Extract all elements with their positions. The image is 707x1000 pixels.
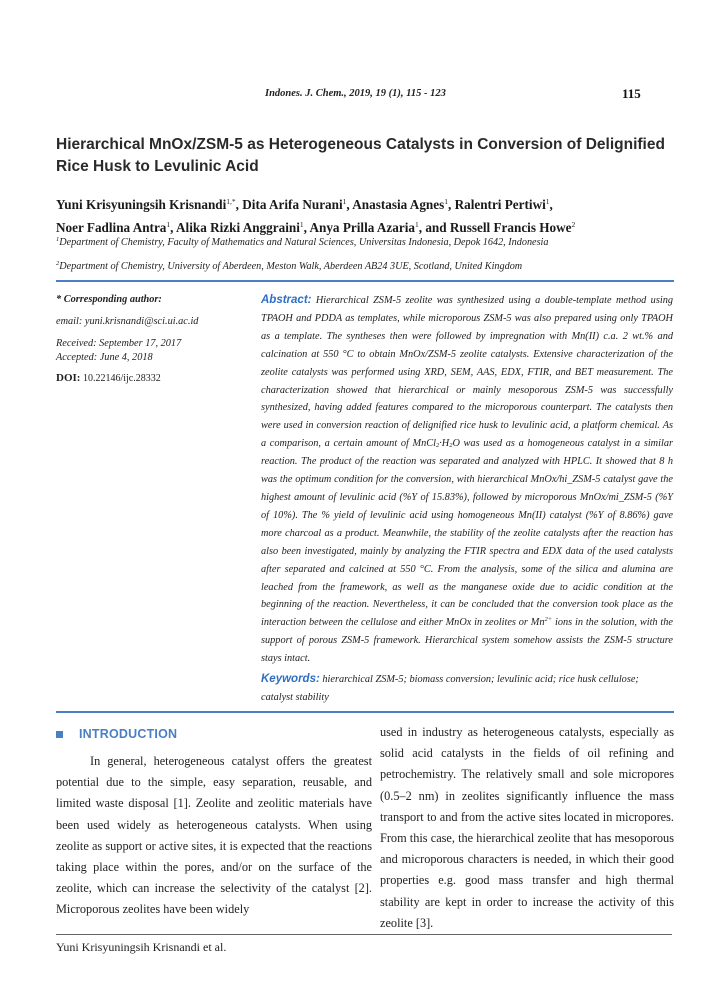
- author: Ralentri Pertiwi$^1$,: [454, 197, 553, 212]
- footer-divider: [56, 934, 672, 935]
- author: Russell Francis Howe$^2$: [449, 220, 576, 235]
- corresponding-email[interactable]: email: yuni.krisnandi@sci.ui.ac.id: [56, 316, 199, 327]
- author: Alika Rizki Anggraini$^1$,: [176, 220, 310, 235]
- abstract: Abstract: Hierarchical ZSM-5 zeolite was synthesized using a double-template method using TPAOH and PDDA as templates, while microporous ZSM-5 was also prepared using only TPAOH as a template. The syntheses then were followed by impregnation with Mn(II) c.a. 2 wt.% and calcination at 550 °C to obtain MnOx/ZSM-5 zeolite catalysts. Extensive characterization of the zeolite catalysts was performed using XRD, SEM, AAS, EDX, FTIR, and BET measurement. The characterization showed that hierarchical or mainly mesoporous ZSM-5 was successfully synthesized, having added features compared to the microporous counterpart. The catalysts then were used in conversion reaction of delignified rice husk to levulinic acid, a platform chemical. As a comparison, a certain amount of $MnCl_2\cdot H_2O$ was used as a homogeneous catalyst in a similar reaction. The product of the reaction was separated and analyzed with HPLC. It showed that 8 h was the optimum condition for the conversion, with hierarchical MnOx/hi_ZSM-5 catalyst gave the highest amount of levulinic acid (%Y of 15.83%), followed by microporous MnOx/mi_ZSM-5 (%Y of 10%). The % yield of levulinic acid using homogeneous Mn(II) catalyst (%Y of 8.86%) gave more charcoal as a product. Meanwhile, the stability of the zeolite catalysts after the reaction has also been investigated, mainly by analyzing the FTIR spectra and EDX data of the used catalysts after separated and calcined at 550 °C. From the analysis, some of the silica and alumina are leached from the framework, as well as the manganese oxide due to acidic condition at the beginning of the reaction. Nevertheless, it can be concluded that the conversion took place as the interaction between the cellulose and either MnOx in zeolites or $Mn^{2+}$ ions in the solution, with the support of porous ZSM-5 framework. Hierarchical system somehow assists the ZSM-5 structure stays intact.: [261, 294, 673, 665]
- middle-divider: [56, 711, 674, 713]
- square-bullet-icon: [56, 731, 63, 738]
- section-heading-introduction: INTRODUCTION: [56, 727, 177, 741]
- keywords-label: Keywords:: [261, 673, 320, 685]
- intro-left-column: In general, heterogeneous catalyst offers the greatest potential due to the simple, easy separation, reusable, and limited waste disposal [1]. Zeolite and zeolitic materials have been used widely as heterogeneous catalysts. When using zeolite as support or active sites, it is expected that the reactions taking place within the pores, and/or on the surface of the zeolite, which can increase the selectivity of the catalyst [2]. Microporous zeolites have been widely: [56, 754, 372, 917]
- author: Noer Fadlina Antra$^1$,: [56, 220, 177, 235]
- author-list: [56, 193, 676, 239]
- footer-author: Yuni Krisyuningsih Krisnandi et al.: [56, 940, 227, 954]
- article-title: Hierarchical MnOx/ZSM-5 as Heterogeneous Catalysts in Conversion of Delignified Rice Husk to Levulinic Acid: [56, 136, 665, 175]
- running-head: Indones. J. Chem., 2019, 19 (1), 115 - 123: [265, 88, 446, 99]
- corresponding-author-label: * Corresponding author:: [56, 294, 162, 305]
- affiliation-1: $^1$Department of Chemistry, Faculty of Mathematics and Natural Sciences, Universitas Indonesia, Depok 1642, Indonesia: [56, 236, 549, 248]
- article-info-sidebar: [56, 290, 246, 384]
- author: Anastasia Agnes$^1$,: [352, 197, 455, 212]
- author: Dita Arifa Nurani$^1$,: [242, 197, 353, 212]
- intro-right-column: used in industry as heterogeneous catalysts, especially as solid acid catalysts in the fields of oil refining and petrochemistry. The relatively small and sole micropores (0.5–2 nm) in zeolites significantly influence the mass transport to and from the active sites located in micropores. From this case, the hierarchical zeolite that has mesoporous and microporous characters is needed, in which their good properties e.g. good mass transfer and high thermal stability are kept in order to increase the activity of this zeolite [3].: [380, 725, 674, 930]
- accepted-date: Accepted: June 4, 2018: [56, 352, 153, 363]
- page-number: 115: [622, 86, 641, 101]
- top-divider: [56, 280, 674, 282]
- author: Yuni Krisyuningsih Krisnandi$^{1,*}$,: [56, 197, 243, 212]
- received-date: Received: September 17, 2017: [56, 338, 182, 349]
- author: Anya Prilla Azaria$^1$, and: [309, 220, 450, 235]
- keywords: Keywords: hierarchical ZSM-5; biomass conversion; levulinic acid; rice husk cellulose; catalyst stability: [261, 673, 639, 703]
- affiliation-2: $^2$Department of Chemistry, University of Aberdeen, Meston Walk, Aberdeen AB24 3UE, Scotland, United Kingdom: [56, 260, 523, 272]
- abstract-label: Abstract:: [261, 294, 312, 306]
- doi[interactable]: DOI: 10.22146/ijc.28332: [56, 372, 161, 384]
